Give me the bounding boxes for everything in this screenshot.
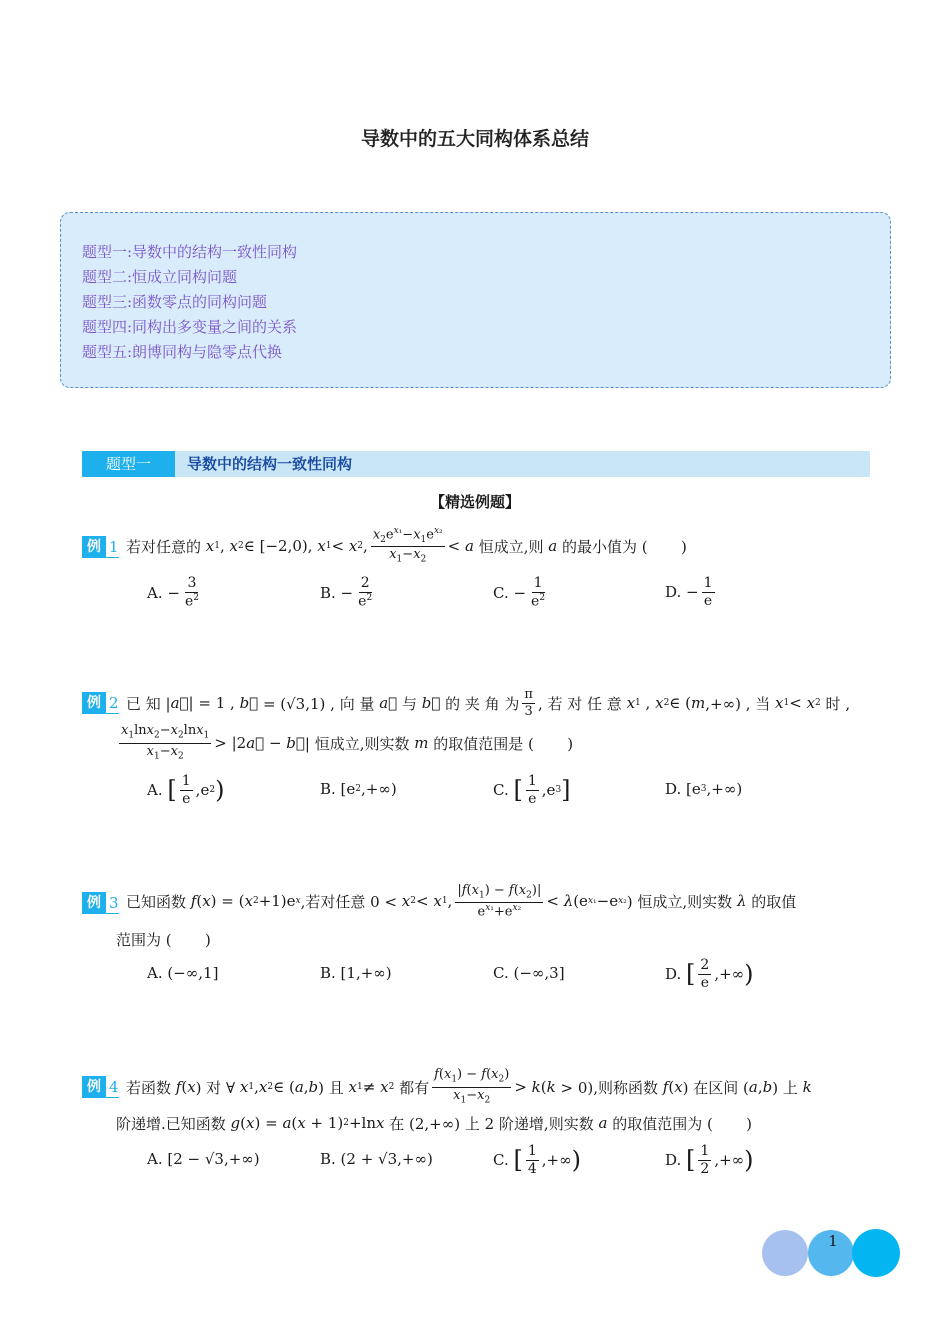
subtitle: 【精选例题】	[429, 493, 520, 511]
section-tag: 题型一	[82, 451, 175, 477]
option-d: D. [ $\frac{1}{2}$ ,+∞ )	[665, 1143, 754, 1177]
option-c: C. [ $\frac{1}{4}$ ,+∞ )	[493, 1143, 581, 1177]
option-c: C. [ $\frac{1}{e}$ ,e 3 ]	[493, 773, 571, 807]
toc-box	[60, 212, 891, 388]
example-number: 3	[106, 892, 119, 914]
option-d: D. [e 3 ,+∞)	[665, 780, 743, 798]
example-label: 例	[82, 1076, 106, 1098]
example-badge	[82, 692, 119, 714]
example-badge	[82, 536, 119, 558]
option-c: C. − $\frac{1}{e^2}$	[493, 575, 546, 610]
page-number: 1	[828, 1232, 838, 1250]
option-b: B. [1,+∞)	[320, 964, 392, 982]
option-a: A. − $\frac{3}{e^2}$	[147, 575, 199, 610]
question-text: 已 知 | a⃗ | = 1 , b⃗ = (√3,1) , 向 量 a⃗ 与 b⃗ 的 夹 角 为 $\frac{\pi}{3}$ , 若 对 任 意 x 1 , x 2 ∈ ( m ,+∞) , 当 x 1 < x 2 时 ,	[126, 686, 851, 719]
question-text: 阶递增.已知函数 g ( x ) = a ( x + 1) 2 +ln x 在 (2,+∞) 上 2 阶递增,则实数 a 的取值范围为 ( )	[116, 1114, 753, 1133]
option-c: C. (−∞,3]	[493, 964, 565, 982]
toc-item[interactable]: 题型三:函数零点的同构问题	[82, 293, 268, 311]
section-header	[82, 451, 870, 477]
option-a: A. (−∞,1]	[147, 964, 219, 982]
question-text: 已知函数 f ( x ) = ( x 2 +1)e x ,若对任意 0 < x 2 < x 1 , $\frac{|f(x_1) - f(x_2)|}{e^{x_1}+e^{x_2}}$ < λ (e x₁ −e x₂ ) 恒成立,则实数 λ 的取值	[126, 882, 797, 919]
toc-item[interactable]: 题型一:导数中的结构一致性同构	[82, 243, 298, 261]
example-number: 4	[106, 1076, 119, 1098]
question-text: 若对任意的 x 1 , x 2 ∈ [−2,0), x 1 < x 2 , $\frac{x_2e^{x_1}-x_1e^{x_2}}{x_1-x_2}$ < a 恒成立,则 a 的最小值为 ( )	[126, 525, 687, 565]
option-b: B. [e 2 ,+∞)	[320, 780, 397, 798]
example-badge	[82, 1076, 119, 1098]
option-d: D. [ $\frac{2}{e}$ ,+∞ )	[665, 957, 754, 991]
option-a: A. [2 − √3,+∞)	[147, 1150, 260, 1168]
toc-item[interactable]: 题型四:同构出多变量之间的关系	[82, 318, 298, 336]
toc-item[interactable]: 题型五:朗博同构与隐零点代换	[82, 343, 283, 361]
question-text: 若函数 f ( x ) 对 ∀ x 1 , x 2 ∈ ( a , b ) 且 x 1 ≠ x 2 都有 $\frac{f(x_1) - f(x_2)}{x_1-x_2}$ > k ( k > 0),则称函数 f ( x ) 在区间 ( a , b ) 上 k	[126, 1067, 812, 1106]
example-number: 1	[106, 536, 119, 558]
example-badge	[82, 892, 119, 914]
toc-item[interactable]: 题型二:恒成立同构问题	[82, 268, 238, 286]
page-deco-circle	[852, 1229, 900, 1277]
page-deco-circle	[762, 1230, 808, 1276]
section-title: 导数中的结构一致性同构	[187, 455, 353, 473]
question-text: 范围为 ( )	[116, 930, 211, 949]
option-a: A. [ $\frac{1}{e}$ ,e 2 )	[147, 773, 225, 807]
example-number: 2	[106, 692, 119, 714]
page-title: 导数中的五大同构体系总结	[360, 128, 589, 150]
question-text: $\frac{x_1\ln x_2-x_2\ln x_1}{x_1-x_2}$ > |2 a⃗ − b⃗ | 恒成立,则实数 m 的取值范围是 ( )	[121, 723, 574, 762]
example-label: 例	[82, 692, 106, 714]
option-d: D. − $\frac{1}{e}$	[665, 575, 713, 609]
example-label: 例	[82, 892, 106, 914]
example-label: 例	[82, 536, 106, 558]
option-b: B. (2 + √3,+∞)	[320, 1150, 433, 1168]
option-b: B. − $\frac{2}{e^2}$	[320, 575, 373, 610]
